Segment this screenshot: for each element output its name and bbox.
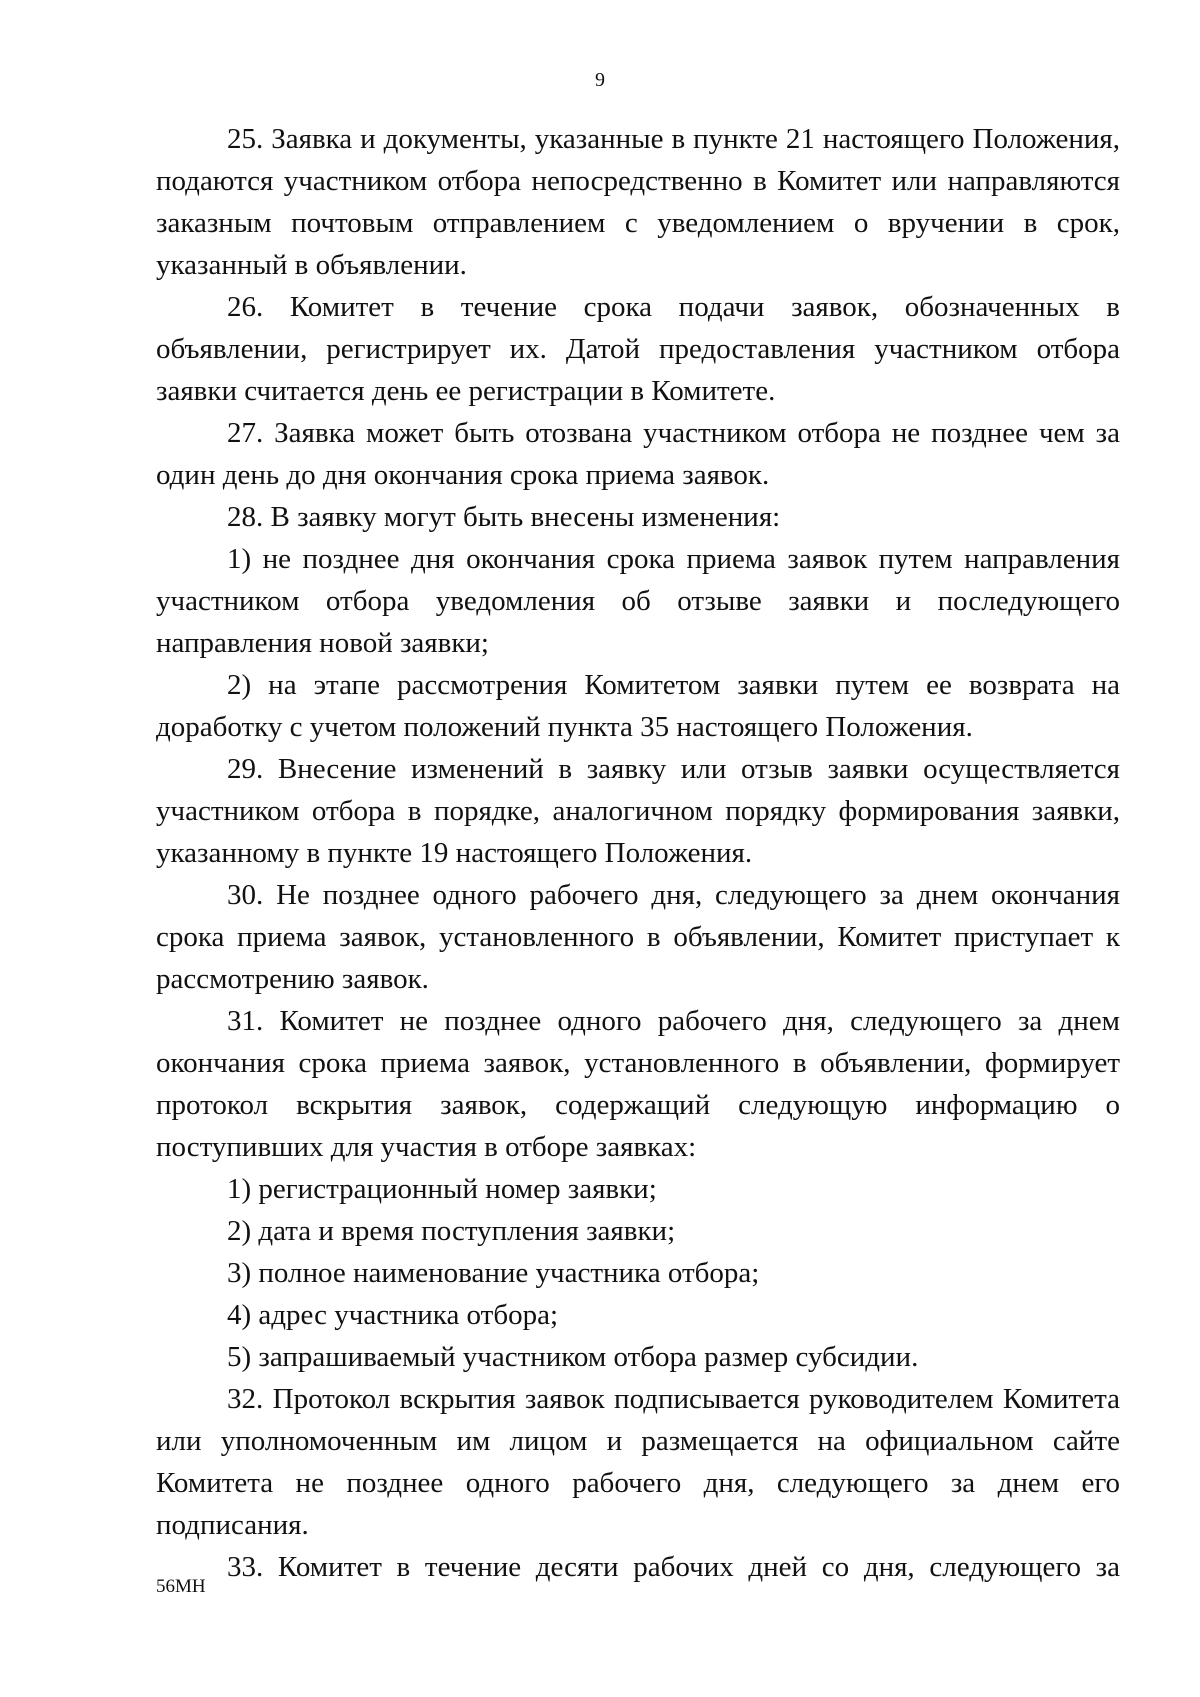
paragraph-30: 30. Не позднее одного рабочего дня, следующего за днем окончания срока приема заявок, установленного в объявлении, Комитет приступает к рассмотрению заявок. bbox=[156, 879, 1120, 995]
document-body bbox=[156, 118, 1120, 1588]
paragraph-25: 25. Заявка и документы, указанные в пункте 21 настоящего Положения, подаются участником отбора непосредственно в Комитет или направляются заказным почтовым отправлением с уведомлением о вручении в срок, указанный в объявлении. bbox=[156, 123, 1120, 281]
page-number: 9 bbox=[595, 69, 605, 91]
paragraph-27: 27. Заявка может быть отозвана участником отбора не позднее чем за один день до дня окончания срока приема заявок. bbox=[156, 417, 1120, 491]
paragraph-33: 33. Комитет в течение десяти рабочих дней со дня, следующего за bbox=[227, 1551, 1120, 1583]
paragraph-26: 26. Комитет в течение срока подачи заявок, обозначенных в объявлении, регистрирует их. Датой предоставления участником отбора заявки считается день ее регистрации в Комитете. bbox=[156, 291, 1120, 407]
paragraph-28-item-2: 2) на этапе рассмотрения Комитетом заявки путем ее возврата на доработку с учетом положений пункта 35 настоящего Положения. bbox=[156, 669, 1120, 743]
paragraph-31-item-5: 5) запрашиваемый участником отбора размер субсидии. bbox=[227, 1341, 919, 1373]
paragraph-31-item-1: 1) регистрационный номер заявки; bbox=[227, 1173, 657, 1205]
paragraph-28-item-1: 1) не позднее дня окончания срока приема заявок путем направления участником отбора уведомления об отзыве заявки и последующего направления новой заявки; bbox=[156, 543, 1120, 659]
paragraph-32: 32. Протокол вскрытия заявок подписывается руководителем Комитета или уполномоченным им лицом и размещается на официальном сайте Комитета не позднее одного рабочего дня, следующего за днем его подписания. bbox=[156, 1383, 1120, 1541]
paragraph-31: 31. Комитет не позднее одного рабочего дня, следующего за днем окончания срока приема заявок, установленного в объявлении, формирует протокол вскрытия заявок, содержащий следующую информацию о поступивших для участия в отборе заявках: bbox=[156, 1005, 1120, 1163]
paragraph-29: 29. Внесение изменений в заявку или отзыв заявки осуществляется участником отбора в порядке, аналогичном порядку формирования заявки, указанному в пункте 19 настоящего Положения. bbox=[156, 753, 1120, 869]
paragraph-31-item-4: 4) адрес участника отбора; bbox=[227, 1299, 559, 1331]
paragraph-31-item-2: 2) дата и время поступления заявки; bbox=[227, 1215, 676, 1247]
paragraph-28: 28. В заявку могут быть внесены изменения: bbox=[227, 501, 781, 533]
paragraph-31-item-3: 3) полное наименование участника отбора; bbox=[227, 1257, 760, 1289]
footer-document-code: 56МН bbox=[156, 1576, 206, 1597]
